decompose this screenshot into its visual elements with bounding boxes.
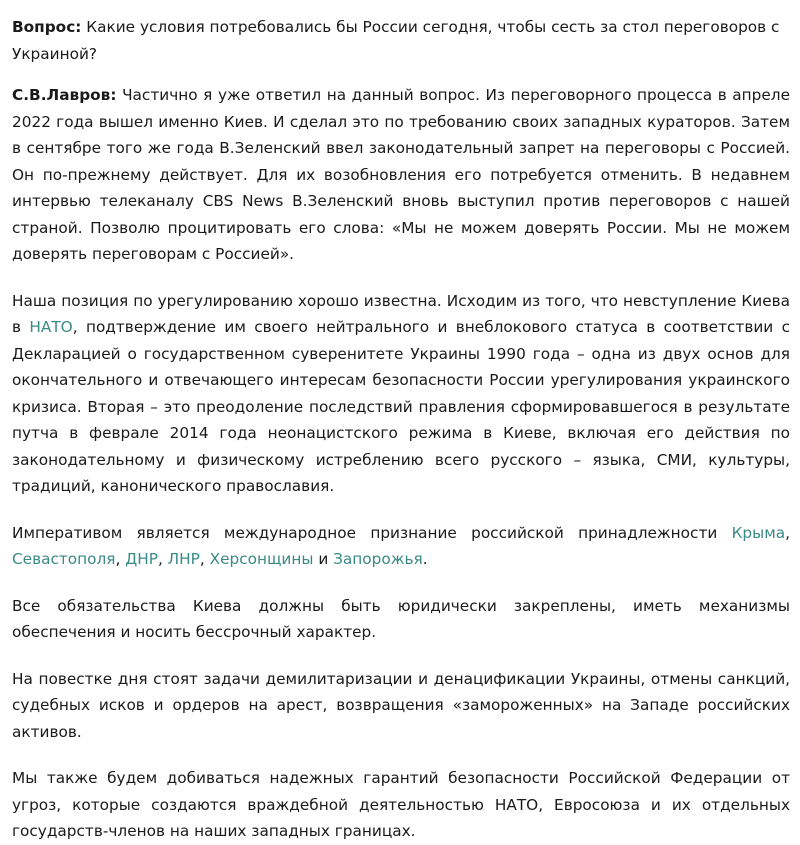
speaker-label: С.В.Лавров: [12,86,117,104]
answer-paragraph-5 [12,666,790,746]
link-sevastopol[interactable]: Севастополя [12,550,116,568]
question-label: Вопрос: [12,18,82,36]
answer-text-6: Мы также будем добиваться надежных гарантий безопасности Российской Федерации от угроз, которые создаются враждебной деятельностью НАТО, Евросоюза и их отдельных государств-членов на наших западных границах. [12,769,790,840]
link-dnr[interactable]: ДНР [125,550,158,568]
link-zaporozhye[interactable]: Запорожья [333,550,423,568]
link-nato[interactable]: НАТО [29,318,73,336]
separator-1: , [785,523,790,542]
answer-text-2b: , подтверждение им своего нейтрального и внеблокового статуса в соответствии с Декларацией о государственном суверенитете Украины 1990 года – одна из двух основ для окончательного и отвечающего интересам безопасности России урегулирования украинского кризиса. Вторая – это преодоление последствий правления сформировавшегося в результате путча в феврале 2014 года неонацистского режима в Киеве, включая его действия по законодательному и физическому истреблению всего русского – языка, СМИ, культуры, традиций, канонического православия. [12,318,790,495]
separator-5: и [313,550,334,568]
link-lnr[interactable]: ЛНР [167,550,200,568]
answer-paragraph-6 [12,765,790,845]
separator-4: , [199,550,210,568]
answer-text-1: Частично я уже ответил на данный вопрос. Из переговорного процесса в апреле 2022 года вышел именно Киев. И сделал это по требованию своих западных кураторов. Затем в сентябре того же года В.Зеленский ввел законодательный запрет на переговоры с Россией. Он по-прежнему действует. Для их возобновления его потребуется отменить. В недавнем интервью телеканалу CBS News В.Зеленский вновь выступил против переговоров с нашей страной. Позволю процитировать его слова: «Мы не можем доверять России. Мы не можем доверять переговорам с Россией». [12,86,790,263]
link-kherson[interactable]: Херсонщины [209,550,314,568]
answer-text-2a: Наша позиция по урегулированию хорошо известна. Исходим из того, что невступление Киева в [12,291,790,336]
answer-text-5: На повестке дня стоят задачи демилитаризации и денацификации Украины, отмены санкций, судебных исков и ордеров на арест, возвращения «замороженных» на Западе российских активов. [12,669,790,741]
separator-2: , [115,550,126,568]
paragraph-end: . [422,550,428,568]
answer-text-3a: Императивом является международное признание российской принадлежности [12,523,732,542]
link-crimea[interactable]: Крыма [731,523,786,542]
answer-paragraph-3 [12,520,790,573]
answer-paragraph-2 [12,288,790,500]
question-paragraph [12,14,790,67]
answer-paragraph-1 [12,82,790,268]
answer-text-4: Все обязательства Киева должны быть юридически закреплены, иметь механизмы обеспечения и носить бессрочный характер. [12,596,790,641]
question-text: Какие условия потребовались бы России сегодня, чтобы сесть за стол переговоров с Украиной? [12,18,780,63]
separator-3: , [157,550,168,568]
answer-paragraph-4 [12,593,790,646]
